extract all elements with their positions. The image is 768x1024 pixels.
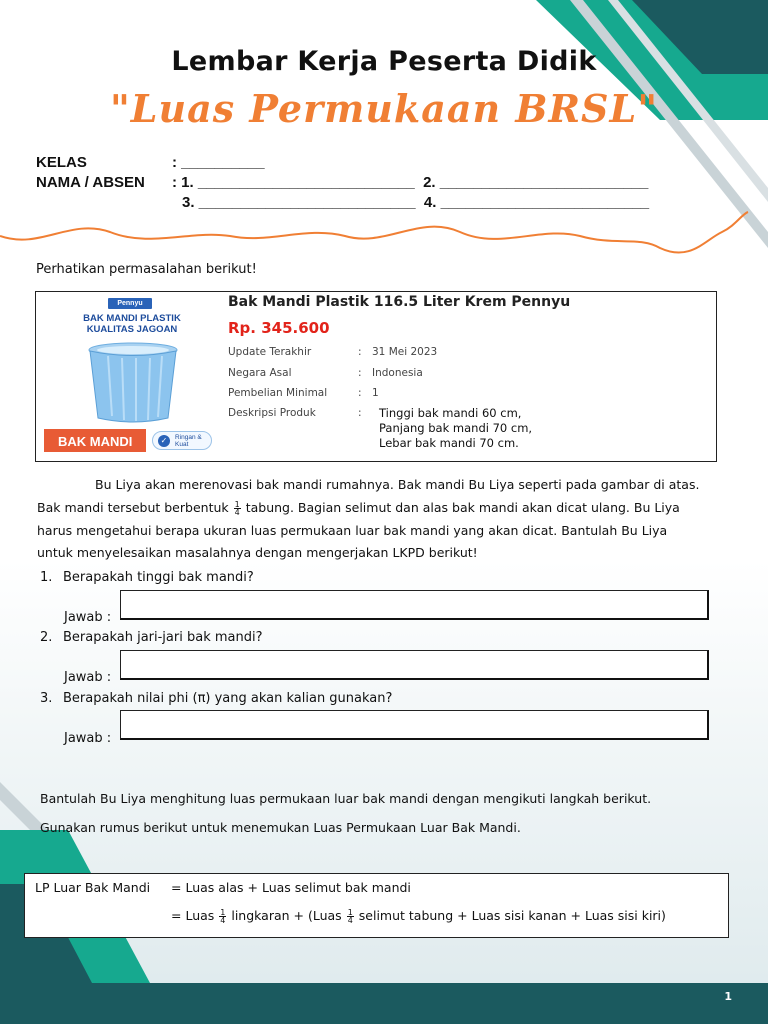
badge-label: Ringan & Kuat	[175, 434, 202, 448]
formula-instruction: Gunakan rumus berikut untuk menemukan Luas Permukaan Luar Bak Mandi.	[40, 820, 521, 835]
detail-label: Negara Asal	[228, 367, 292, 379]
fraction-quarter: $\frac{1}{4}$	[234, 499, 240, 517]
page-number: 1	[724, 990, 732, 1003]
question-text: Berapakah nilai phi (π) yang akan kalian gunakan?	[63, 691, 393, 706]
answer-box-3[interactable]	[120, 710, 709, 740]
description-line: Lebar bak mandi 70 cm.	[379, 436, 519, 450]
detail-colon: :	[358, 407, 362, 419]
detail-label: Deskripsi Produk	[228, 407, 316, 419]
nama-absen-field-row1[interactable]: : 1. __________________________ 2. _________________________	[172, 174, 649, 191]
answer-label: Jawab :	[64, 670, 112, 685]
question-text: Berapakah jari-jari bak mandi?	[63, 630, 263, 645]
question-number: 2.	[40, 630, 53, 645]
product-title: Bak Mandi Plastik 116.5 Liter Krem Pennyu	[228, 294, 571, 310]
promo-text	[62, 313, 202, 335]
detail-label: Pembelian Minimal	[228, 387, 328, 399]
story-line: untuk menyelesaikan masalahnya dengan mengerjakan LKPD berikut!	[37, 545, 478, 561]
bak-mandi-banner: BAK MANDI	[44, 429, 146, 452]
detail-label: Update Terakhir	[228, 346, 312, 358]
formula-equation-1: = Luas alas + Luas selimut bak mandi	[171, 880, 411, 895]
description-line: Tinggi bak mandi 60 cm,	[379, 406, 522, 420]
kelas-field[interactable]: : __________	[172, 154, 265, 171]
detail-value: Indonesia	[372, 367, 423, 379]
detail-value: 1	[372, 387, 379, 399]
promo-line-1: BAK MANDI PLASTIK	[83, 313, 181, 324]
detail-value: 31 Mei 2023	[372, 346, 438, 358]
question-number: 3.	[40, 691, 53, 706]
nama-absen-label: NAMA / ABSEN	[36, 174, 145, 191]
story-text: Bak mandi tersebut berbentuk	[37, 499, 229, 515]
story-line: harus mengetahui berapa ukuran luas permukaan luar bak mandi yang akan dicat. Bantulah Bu Liya	[37, 522, 668, 538]
fraction-quarter: $\frac{1}{4}$	[347, 908, 353, 925]
shield-icon: ✓	[158, 435, 170, 447]
answer-label: Jawab :	[64, 610, 112, 625]
formula-box	[24, 873, 729, 938]
nama-absen-field-row2[interactable]: 3. __________________________ 4. _________________________	[182, 194, 650, 211]
answer-box-2[interactable]	[120, 650, 709, 680]
ringan-kuat-badge	[152, 431, 212, 450]
question-number: 1.	[40, 570, 53, 585]
worksheet-subtitle: "Luas Permukaan BRSL"	[109, 86, 659, 131]
bathtub-illustration	[88, 342, 178, 424]
promo-line-2: KUALITAS JAGOAN	[86, 324, 178, 335]
help-instruction: Bantulah Bu Liya menghitung luas permukaan luar bak mandi dengan mengikuti langkah berikut.	[40, 791, 652, 806]
formula-equation-2: = Luas $\frac{1}{4}$ lingkaran + (Luas $\frac{1}{4}$ selimut tabung + Luas sisi kanan + Luas sisi kiri)	[171, 908, 666, 925]
kelas-label: KELAS	[36, 154, 87, 171]
description-line: Panjang bak mandi 70 cm,	[379, 421, 533, 435]
answer-label: Jawab :	[64, 731, 112, 746]
worksheet-title: Lembar Kerja Peserta Didik	[171, 46, 597, 77]
detail-colon: :	[358, 387, 362, 399]
detail-colon: :	[358, 346, 362, 358]
brand-logo: Pennyu	[108, 298, 152, 309]
story-paragraph	[37, 474, 732, 565]
fraction-quarter: $\frac{1}{4}$	[220, 908, 226, 925]
wavy-divider	[0, 212, 748, 253]
detail-colon: :	[358, 367, 362, 379]
formula-label: LP Luar Bak Mandi	[35, 880, 151, 895]
story-text: tabung. Bagian selimut dan alas bak mandi akan dicat ulang. Bu Liya	[245, 499, 680, 515]
answer-box-1[interactable]	[120, 590, 709, 620]
story-line	[37, 497, 732, 520]
intro-text: Perhatikan permasalahan berikut!	[36, 262, 257, 277]
product-description	[379, 406, 532, 451]
product-price: Rp. 345.600	[228, 319, 330, 337]
footer-bar	[0, 983, 768, 1024]
product-image	[42, 294, 252, 462]
question-text: Berapakah tinggi bak mandi?	[63, 570, 254, 585]
product-card	[35, 291, 717, 462]
story-line: Bu Liya akan merenovasi bak mandi rumahnya. Bak mandi Bu Liya seperti pada gambar di atas.	[95, 477, 700, 492]
